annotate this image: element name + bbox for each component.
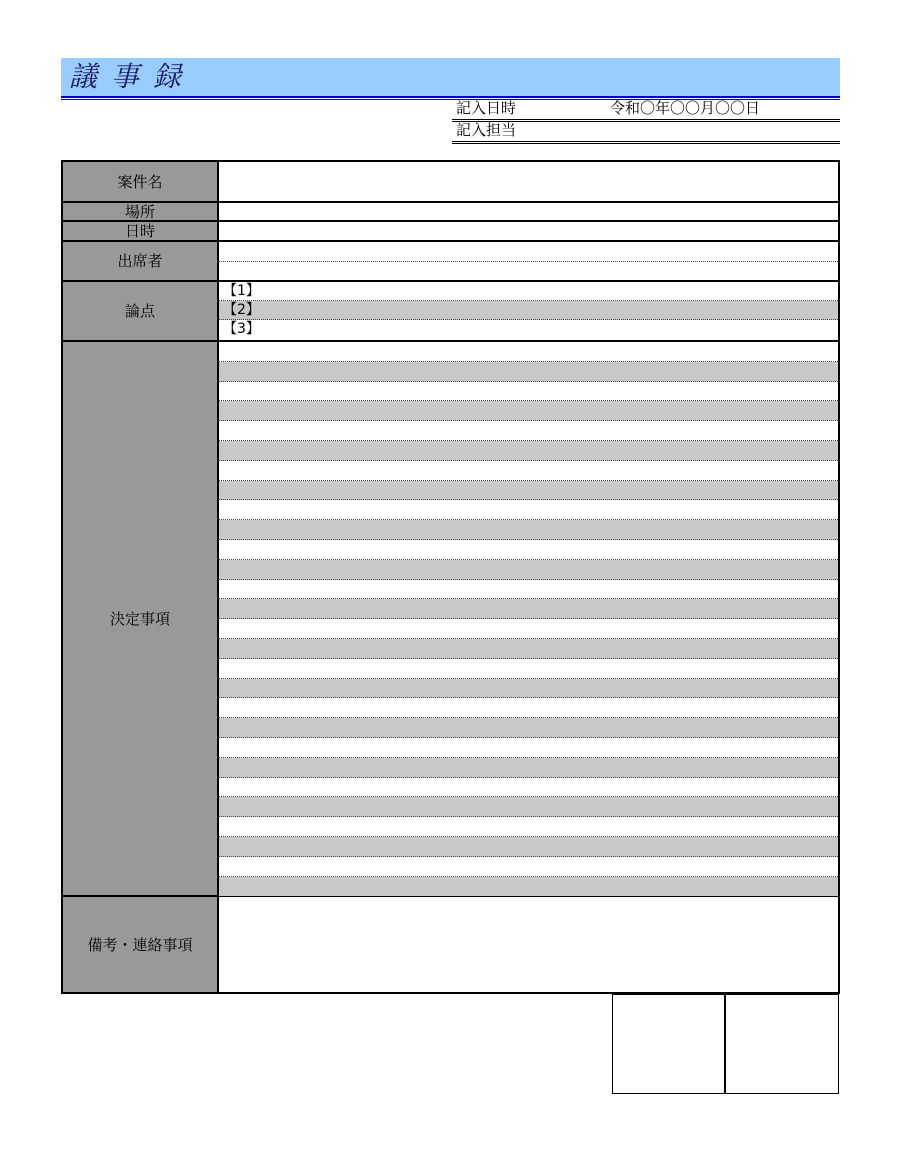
approval-stamp-box-1[interactable] — [612, 994, 725, 1094]
decision-line[interactable] — [219, 500, 838, 520]
attendees-field[interactable] — [219, 242, 838, 282]
decision-line[interactable] — [219, 778, 838, 798]
entry-person-row — [452, 121, 840, 144]
decisions-label: 決定事項 — [63, 342, 219, 897]
decision-line[interactable] — [219, 401, 838, 421]
issues-field — [219, 282, 838, 342]
entry-datetime-label: 記入日時 — [456, 99, 517, 117]
decision-line[interactable] — [219, 540, 838, 560]
decision-line[interactable] — [219, 560, 838, 580]
remarks-label: 備考・連絡事項 — [63, 897, 219, 992]
entry-person-label: 記入担当 — [456, 121, 517, 139]
decision-line[interactable] — [219, 342, 838, 362]
decision-line[interactable] — [219, 817, 838, 837]
project-label: 案件名 — [63, 162, 219, 203]
project-field[interactable] — [219, 162, 838, 203]
decision-line[interactable] — [219, 382, 838, 402]
decision-line[interactable] — [219, 421, 838, 441]
decisions-field[interactable] — [219, 342, 838, 897]
place-field[interactable] — [219, 203, 838, 222]
decision-line[interactable] — [219, 481, 838, 501]
decision-line[interactable] — [219, 718, 838, 738]
issues-label: 論点 — [63, 282, 219, 342]
attendees-label: 出席者 — [63, 242, 219, 282]
entry-datetime-value[interactable]: 令和〇年〇〇月〇〇日 — [610, 99, 761, 117]
document-title: 議事録 — [69, 60, 196, 93]
title-band — [61, 58, 840, 98]
remarks-field[interactable] — [219, 897, 838, 992]
decision-line[interactable] — [219, 797, 838, 817]
entry-datetime-row — [452, 99, 840, 122]
decision-line[interactable] — [219, 639, 838, 659]
decision-line[interactable] — [219, 362, 838, 382]
decision-line[interactable] — [219, 758, 838, 778]
attendees-divider — [219, 261, 838, 262]
decision-line[interactable] — [219, 698, 838, 718]
approval-stamp-box-2[interactable] — [725, 994, 839, 1094]
place-label: 場所 — [63, 203, 219, 222]
decision-line[interactable] — [219, 857, 838, 877]
decision-line[interactable] — [219, 877, 838, 897]
decision-line[interactable] — [219, 520, 838, 540]
datetime-label: 日時 — [63, 222, 219, 242]
datetime-field[interactable] — [219, 222, 838, 242]
decision-line[interactable] — [219, 580, 838, 600]
decision-line[interactable] — [219, 599, 838, 619]
decision-line[interactable] — [219, 679, 838, 699]
decision-line[interactable] — [219, 659, 838, 679]
minutes-table — [61, 160, 840, 994]
issue-line-1[interactable]: 【1】 — [219, 282, 838, 301]
decision-line[interactable] — [219, 441, 838, 461]
decision-line[interactable] — [219, 837, 838, 857]
decision-line[interactable] — [219, 619, 838, 639]
decision-line[interactable] — [219, 461, 838, 481]
decision-line[interactable] — [219, 738, 838, 758]
issue-line-2[interactable]: 【2】 — [219, 301, 838, 320]
issue-line-3[interactable]: 【3】 — [223, 321, 260, 337]
